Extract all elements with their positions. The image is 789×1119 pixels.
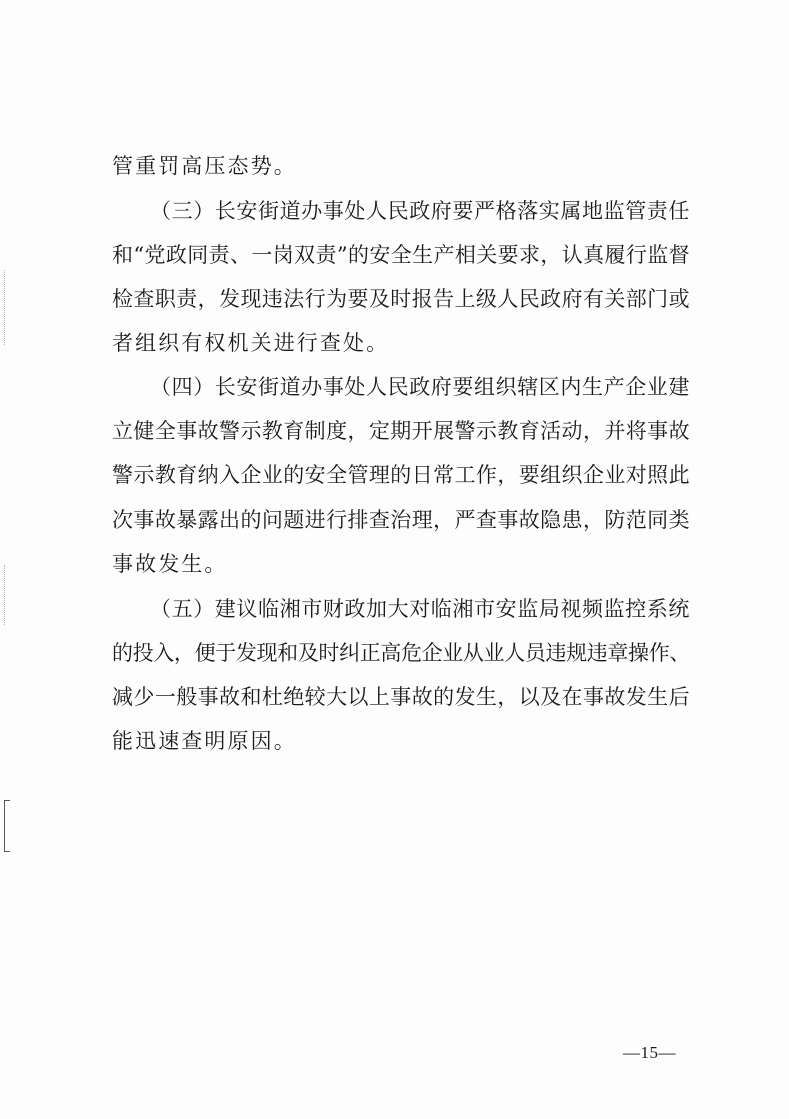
paragraph-line: 事故发生。 xyxy=(112,552,228,576)
paragraph-line: 者组织有权机关进行查处。 xyxy=(112,331,390,355)
scan-artifact xyxy=(4,270,7,345)
paragraph-line: 管重罚高压态势。 xyxy=(112,154,297,178)
paragraph-line: （三）长安街道办事处人民政府要严格落实属地监管责任 xyxy=(150,199,690,223)
paragraph-line: 和“党政同责、一岗双责”的安全生产相关要求，认真履行监督 xyxy=(112,243,690,267)
paragraph-line: 次事故暴露出的问题进行排查治理，严查事故隐患，防范同类 xyxy=(112,508,690,532)
paragraph-line: 警示教育纳入企业的安全管理的日常工作，要组织企业对照此 xyxy=(112,463,690,487)
paragraph-line: （四）长安街道办事处人民政府要组织辖区内生产企业建 xyxy=(150,375,690,399)
paragraph-line: 减少一般事故和杜绝较大以上事故的发生，以及在事故发生后 xyxy=(112,685,690,709)
paragraph-line: 立健全事故警示教育制度，定期开展警示教育活动，并将事故 xyxy=(112,419,690,443)
paragraph-line: 的投入，便于发现和及时纠正高危企业从业人员违规违章操作、 xyxy=(112,641,690,665)
paragraph-line: 能迅速查明原因。 xyxy=(112,729,297,753)
paragraph-line: 检查职责，发现违法行为要及时报告上级人民政府有关部门或 xyxy=(112,287,690,311)
page-number: —15— xyxy=(623,1043,676,1062)
scan-artifact xyxy=(4,800,10,852)
scan-artifact xyxy=(4,565,7,625)
paragraph-line: （五）建议临湘市财政加大对临湘市安监局视频监控系统 xyxy=(150,597,690,621)
